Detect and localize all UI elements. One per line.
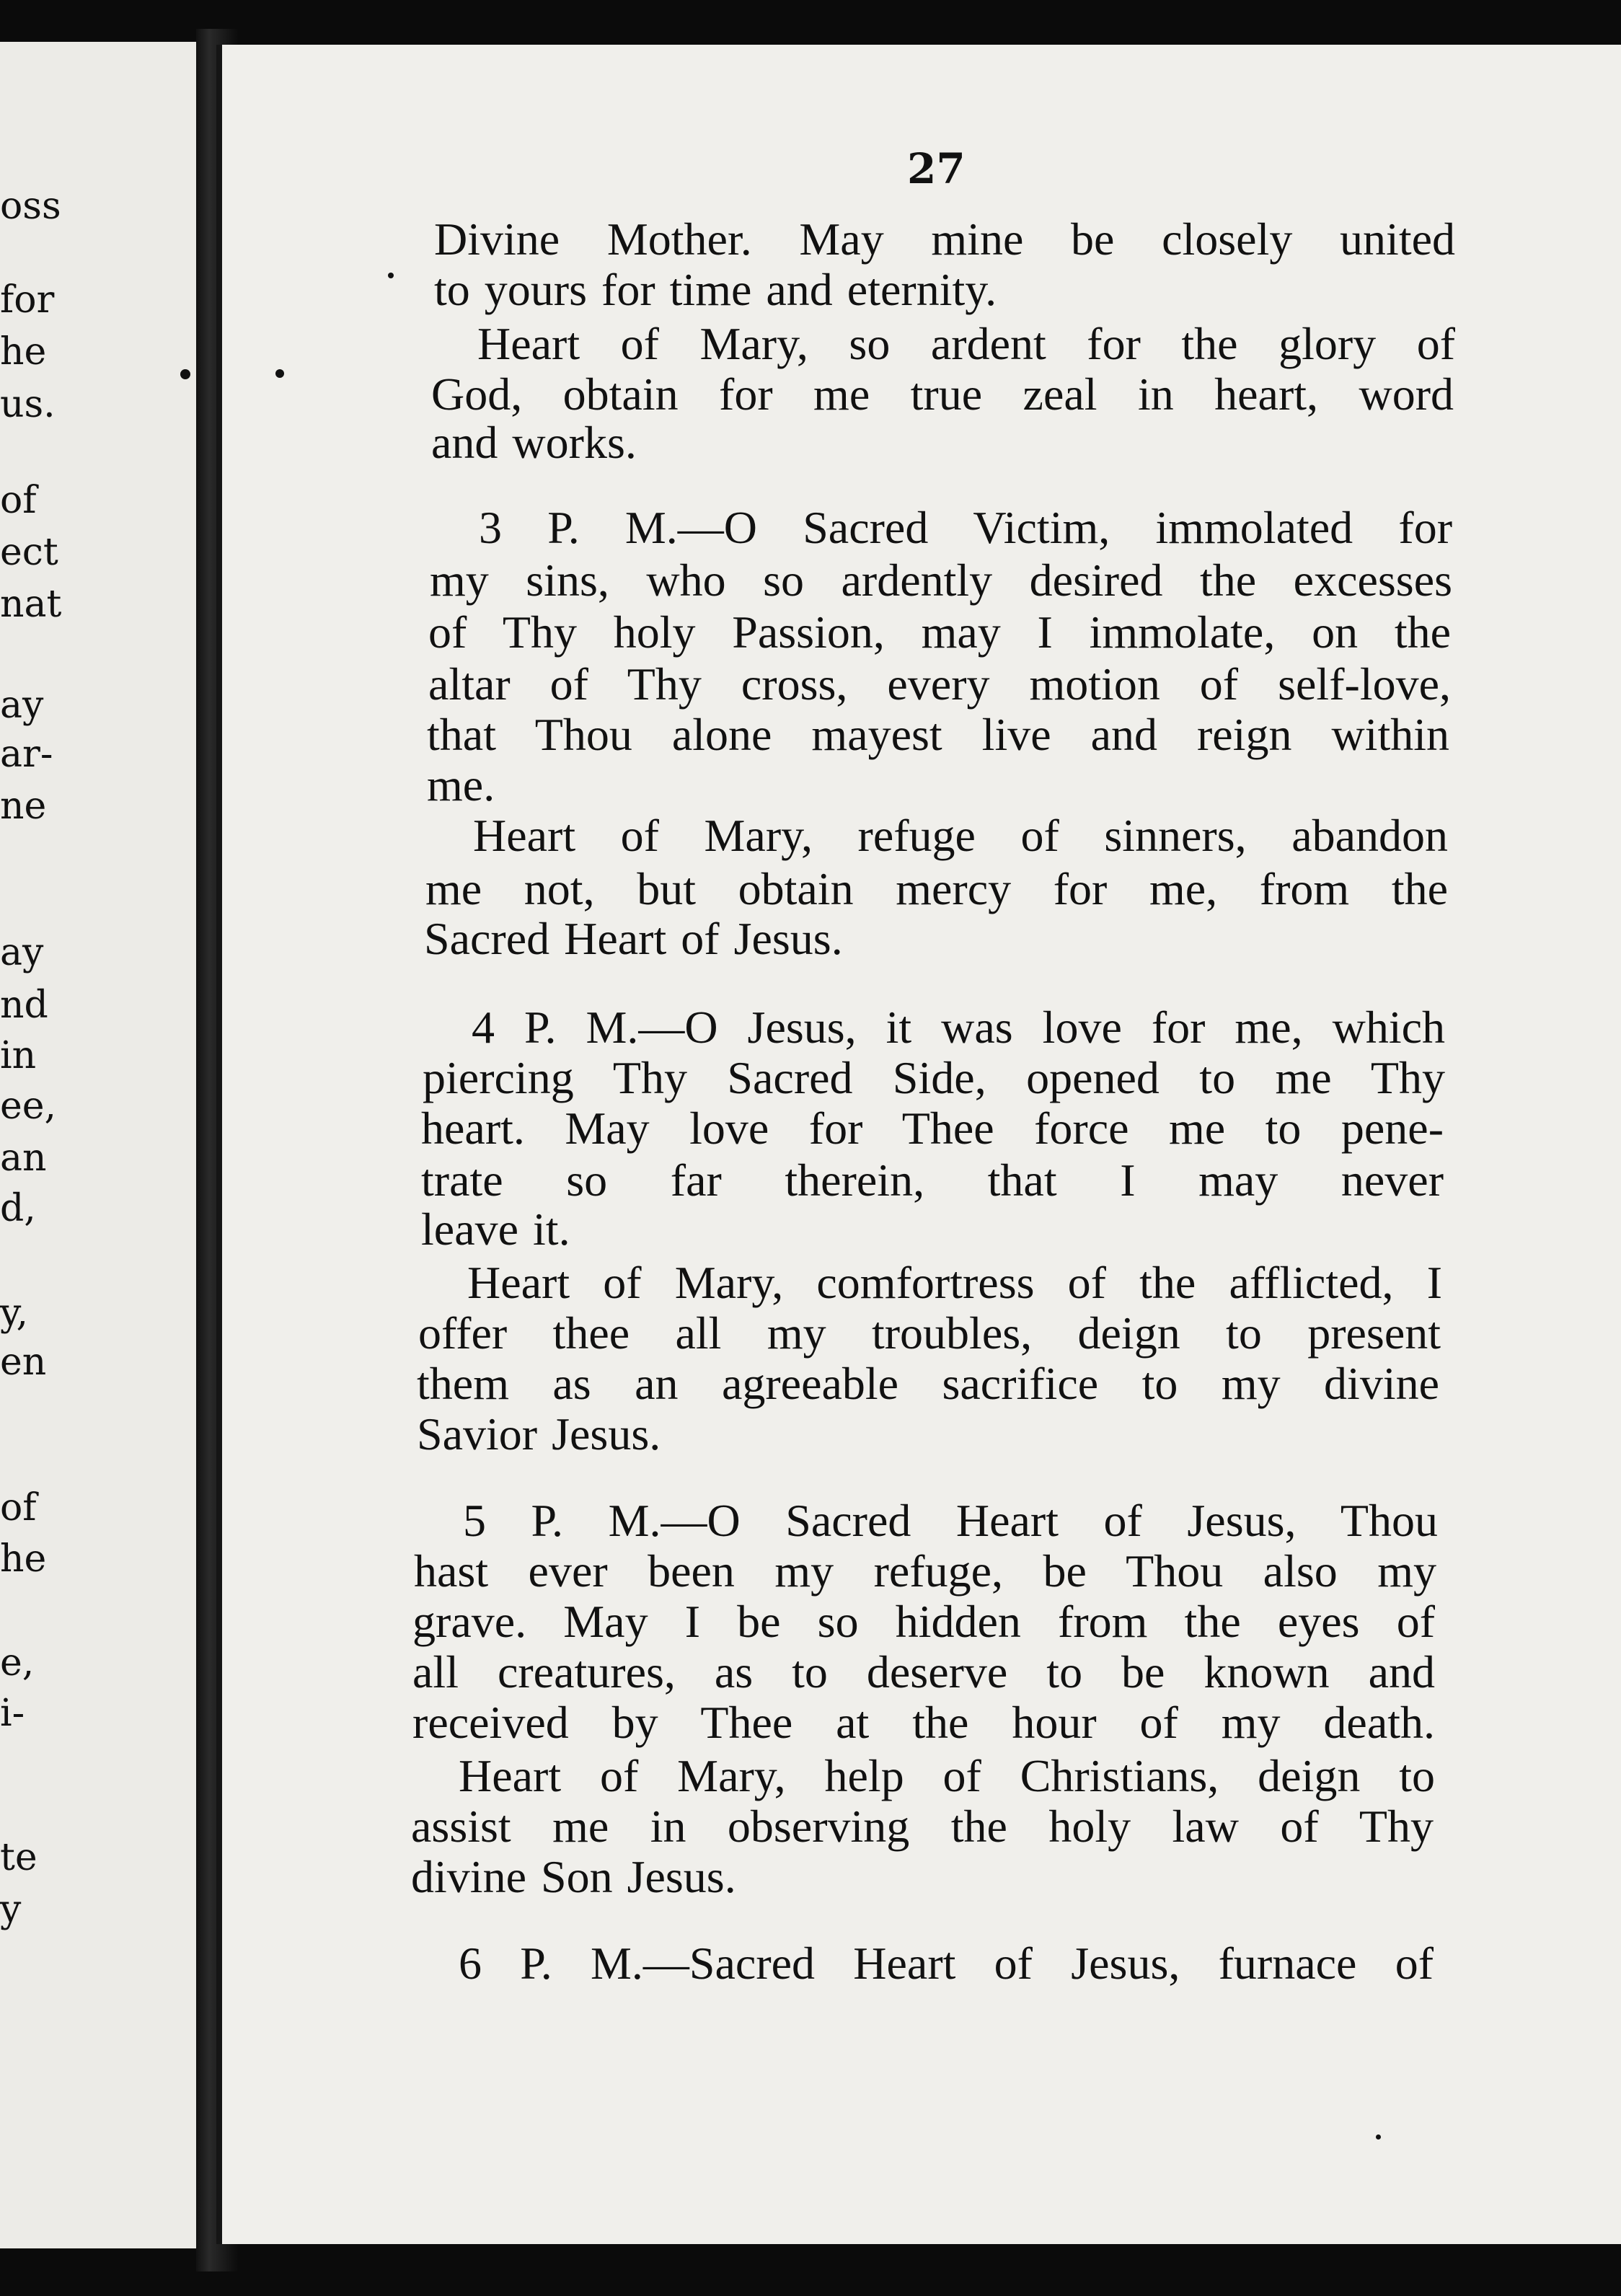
left-page-text-fragment: ne — [0, 785, 47, 828]
left-page-fragment — [0, 42, 196, 2248]
text-line: leave it. — [421, 1204, 570, 1255]
left-page-text-fragment: en — [0, 1341, 47, 1384]
left-page-text-fragment: y, — [0, 1292, 28, 1335]
left-page-text-fragment: in — [0, 1034, 37, 1077]
text-line: received by Thee at the hour of my death. — [412, 1697, 1435, 1748]
left-page-text-fragment: of — [0, 1486, 37, 1529]
text-line: and works. — [431, 417, 637, 468]
left-page-text-fragment: he — [0, 330, 47, 374]
left-page-text-fragment: e, — [0, 1641, 35, 1685]
left-page-text-fragment: i- — [0, 1692, 25, 1735]
left-page-text-fragment: nd — [0, 984, 48, 1027]
text-line: me not, but obtain mercy for me, from the — [425, 864, 1448, 914]
page-number: 27 — [907, 144, 966, 193]
left-page-text-fragment: ar- — [0, 733, 53, 776]
text-line: piercing Thy Sacred Side, opened to me Thy — [423, 1053, 1445, 1103]
left-page-text-fragment: y — [0, 1888, 22, 1931]
text-line: Heart of Mary, comfortress of the afflicted, I — [467, 1258, 1442, 1308]
text-line: of Thy holy Passion, may I immolate, on the — [428, 607, 1451, 658]
ink-speck — [180, 369, 190, 379]
left-page-text-fragment: an — [0, 1136, 47, 1180]
text-line: 5 P. M.—O Sacred Heart of Jesus, Thou — [463, 1496, 1438, 1546]
text-line: 6 P. M.—Sacred Heart of Jesus, furnace of — [459, 1938, 1434, 1989]
text-line: Savior Jesus. — [417, 1408, 661, 1460]
text-line: God, obtain for me true zeal in heart, word — [431, 369, 1454, 420]
text-line: 4 P. M.—O Jesus, it was love for me, which — [472, 1002, 1445, 1053]
left-page-text-fragment: he — [0, 1537, 47, 1581]
text-line: my sins, who so ardently desired the excesses — [430, 555, 1452, 606]
text-line: 3 P. M.—O Sacred Victim, immolated for — [479, 503, 1452, 553]
left-page-text-fragment: ee, — [0, 1085, 57, 1128]
text-line: offer thee all my troubles, deign to present — [418, 1308, 1441, 1359]
text-line: to yours for time and eternity. — [434, 264, 997, 315]
text-line: them as an agreeable sacrifice to my divine — [417, 1359, 1439, 1409]
ink-speck — [275, 369, 284, 378]
left-page-text-fragment: oss — [0, 185, 61, 228]
text-line: Heart of Mary, so ardent for the glory of — [477, 319, 1455, 369]
left-page-text-fragment: d, — [0, 1187, 36, 1230]
left-page-text-fragment: of — [0, 479, 37, 522]
text-line: heart. May love for Thee force me to pene- — [421, 1103, 1444, 1154]
text-line: grave. May I be so hidden from the eyes of — [412, 1597, 1435, 1647]
text-line: trate so far therein, that I may never — [421, 1155, 1444, 1206]
text-line: all creatures, as to deserve to be known and — [412, 1647, 1435, 1697]
text-line: Heart of Mary, help of Christians, deign to — [459, 1751, 1435, 1801]
ink-speck — [388, 273, 394, 278]
text-line: divine Son Jesus. — [411, 1851, 736, 1902]
left-page-text-fragment: ay — [0, 684, 44, 727]
text-line: Heart of Mary, refuge of sinners, abandon — [473, 811, 1448, 861]
text-line: Divine Mother. May mine be closely united — [434, 214, 1455, 265]
text-line: that Thou alone mayest live and reign within — [427, 710, 1449, 760]
left-page-text-fragment: ay — [0, 931, 44, 974]
left-page-text-fragment: for — [0, 278, 55, 322]
text-line: altar of Thy cross, every motion of self-love, — [428, 659, 1451, 710]
text-line: assist me in observing the holy law of Thy — [411, 1801, 1434, 1852]
ink-speck — [1376, 2134, 1381, 2140]
text-line: me. — [427, 759, 495, 811]
text-line: Sacred Heart of Jesus. — [424, 913, 843, 964]
text-line: hast ever been my refuge, be Thou also my — [414, 1546, 1436, 1597]
left-page-text-fragment: nat — [0, 583, 62, 626]
left-page-text-fragment: us. — [0, 383, 56, 426]
left-page-text-fragment: ect — [0, 531, 58, 574]
left-page-text-fragment: te — [0, 1836, 37, 1879]
